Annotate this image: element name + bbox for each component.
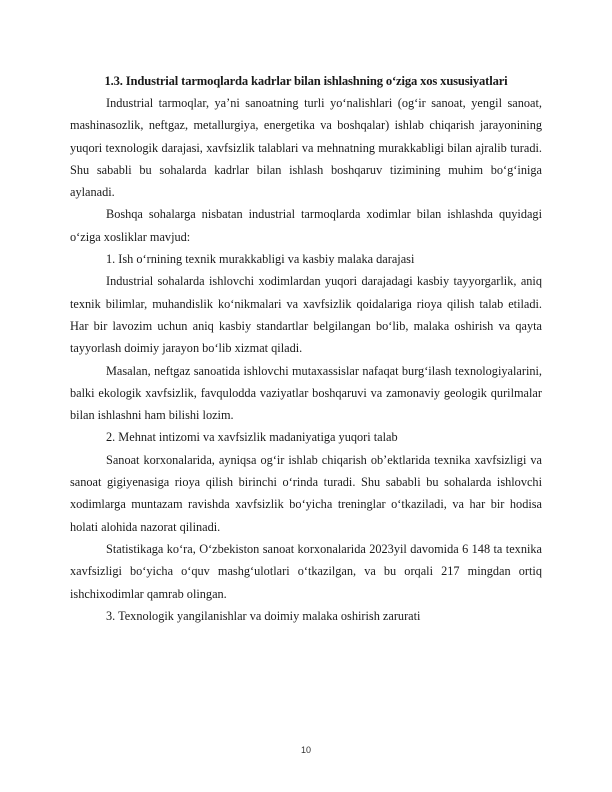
- statistics-paragraph: Statistikaga ko‘ra, O‘zbekiston sanoat korxonalarida 2023yil davomida 6 148 ta texnika xavfsizligi bo‘yicha o‘quv mashg‘ulotlari o‘tkazilgan, va bu orqali 217 mingdan ortiq ishchixodimlar qamrab olingan.: [70, 541, 542, 601]
- intro-paragraph: Industrial tarmoqlar, ya’ni sanoatning turli yo‘nalishlari (og‘ir sanoat, yengil sanoat, mashinasozlik, neftgaz, metallurgiya, energetika va boshqalar) ishlab chiqarish jarayonining yuqori texnologik darajasi, xavfsizlik talablari va mehnatning murakkabligi bilan ajralib turadi. Shu sababli bu sohalarda kadrlar bilan ishlash boshqaruv tizimining muhim bo‘g‘iniga aylanadi.: [70, 96, 542, 200]
- list-item-3-title: 3. Texnologik yangilanishlar va doimiy malaka oshirish zarurati: [106, 608, 421, 623]
- page-body: [70, 70, 542, 627]
- section-heading: 1.3. Industrial tarmoqlarda kadrlar bilan ishlashning o‘ziga xos xususiyatlari: [104, 74, 508, 88]
- list-item-1-title: 1. Ish o‘rnining texnik murakkabligi va kasbiy malaka darajasi: [106, 252, 415, 267]
- comparison-paragraph: Boshqa sohalarga nisbatan industrial tarmoqlarda xodimlar bilan ishlashda quyidagi o‘ziga xosliklar mavjud:: [70, 207, 542, 244]
- example-paragraph: Masalan, neftgaz sanoatida ishlovchi mutaxassislar nafaqat burg‘ilash texnologiyalarini, balki ekologik xavfsizlik, favqulodda vaziyatlar boshqaruvi va zamonaviy geologik qurilmalar bilan ishlashni ham bilishi lozim.: [70, 363, 542, 423]
- page-number: 10: [300, 745, 311, 755]
- list-item-2-title: 2. Mehnat intizomi va xavfsizlik madaniyatiga yuqori talab: [106, 430, 398, 445]
- list-item-1-body: Industrial sohalarda ishlovchi xodimlardan yuqori darajadagi kasbiy tayyorgarlik, aniq texnik bilimlar, muhandislik ko‘nikmalari va xavfsizlik qoidalariga rioya qilish talab etiladi. Har bir lavozim uchun aniq kasbiy standartlar belgilangan bo‘lib, malaka oshirish va qayta tayyorlash doimiy jarayon bo‘lib xizmat qiladi.: [70, 274, 542, 356]
- list-item-2-body: Sanoat korxonalarida, ayniqsa og‘ir ishlab chiqarish ob’ektlarida texnika xavfsizligi va sanoat gigiyenasiga rioya qilish birinchi o‘rinda turadi. Shu sababli bu sohalarda ishlovchi xodimlarga muntazam ravishda xavfsizlik bo‘yicha treninglar o‘tkaziladi, va har bir hodisa holati alohida nazorat qilinadi.: [70, 452, 542, 534]
